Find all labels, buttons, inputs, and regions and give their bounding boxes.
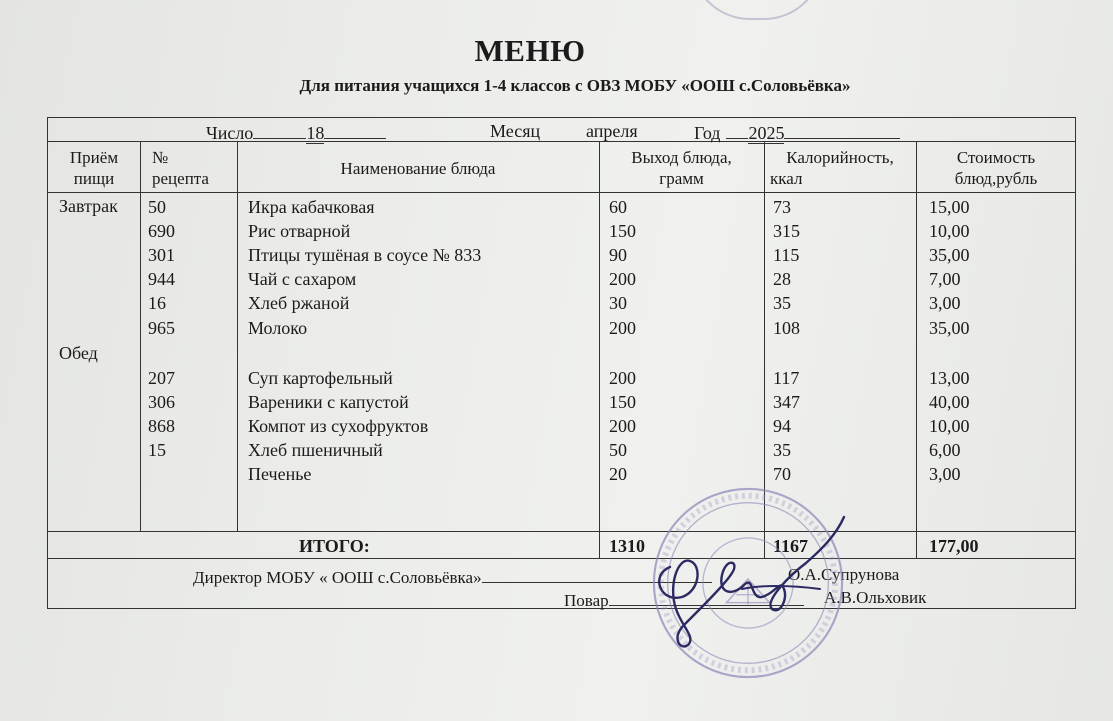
- recipe-cell: 965: [148, 318, 175, 338]
- month-label: Месяц: [490, 121, 541, 141]
- header-cost-line1: Стоимость: [956, 148, 1036, 167]
- yield-cell: 200: [609, 318, 636, 338]
- dish-cell: Компот из сухофруктов: [248, 416, 429, 436]
- menu-table: [47, 117, 1076, 609]
- yield-cell: 150: [609, 221, 636, 241]
- dish-cell: Печенье: [248, 464, 312, 484]
- recipe-cell: 16: [148, 293, 166, 313]
- stamp-fragment: [690, 0, 824, 20]
- dish-cell: Вареники с капустой: [248, 392, 409, 412]
- yield-cell: 200: [609, 416, 636, 436]
- calories-cell: 28: [773, 269, 791, 289]
- cost-cell: 10,00: [929, 221, 970, 241]
- header-recipe: [152, 147, 236, 189]
- recipe-cell: 868: [148, 416, 175, 436]
- header-meal-line2: пищи: [73, 169, 115, 188]
- calories-cell: 315: [773, 221, 800, 241]
- yield-cell: 60: [609, 197, 627, 217]
- total-bottom-divider: [47, 558, 1076, 559]
- header-bottom-divider: [47, 192, 1076, 193]
- header-divider: [47, 141, 1076, 142]
- recipe-cell: 207: [148, 368, 175, 388]
- yield-cell: 150: [609, 392, 636, 412]
- header-calories-line2: ккал: [770, 169, 803, 188]
- recipe-cell: 944: [148, 269, 175, 289]
- dish-cell: Хлеб пшеничный: [248, 440, 383, 460]
- total-label: ИТОГО:: [299, 536, 370, 556]
- header-cost: [916, 147, 1076, 189]
- dish-cell: Хлеб ржаной: [248, 293, 350, 313]
- year-field: [694, 120, 900, 144]
- cost-cell: 7,00: [929, 269, 961, 289]
- dish-cell: Рис отварной: [248, 221, 351, 241]
- year-value: 2025: [748, 123, 785, 143]
- dish-cell: Молоко: [248, 318, 308, 338]
- yield-cell: 200: [609, 368, 636, 388]
- cook-name: А.В.Ольховик: [824, 588, 927, 607]
- cook-label: Повар: [564, 591, 609, 610]
- dish-cell: Суп картофельный: [248, 368, 393, 388]
- day-blank-after: [324, 120, 386, 139]
- total-yield: 1310: [609, 536, 645, 556]
- calories-cell: 117: [773, 368, 800, 388]
- calories-cell: 115: [773, 245, 800, 265]
- calories-cell: 35: [773, 293, 791, 313]
- header-yield-line2: грамм: [659, 169, 704, 188]
- cost-cell: 3,00: [929, 293, 961, 313]
- recipe-cell: 50: [148, 197, 166, 217]
- month-value: апреля: [586, 121, 638, 141]
- cost-cell: 13,00: [929, 368, 970, 388]
- header-recipe-line2: рецепта: [152, 169, 209, 188]
- dish-cell: Икра кабачковая: [248, 197, 375, 217]
- recipe-cell: 306: [148, 392, 175, 412]
- cost-cell: 3,00: [929, 464, 961, 484]
- director-name: О.А.Супрунова: [788, 565, 900, 584]
- day-blank-before: [253, 120, 306, 139]
- header-meal-line1: Приём: [69, 148, 119, 167]
- total-calories: 1167: [773, 536, 809, 556]
- yield-cell: 20: [609, 464, 627, 484]
- header-calories: [764, 147, 916, 189]
- calories-cell: 35: [773, 440, 791, 460]
- header-dish: Наименование блюда: [340, 159, 496, 178]
- header-recipe-line1: №: [152, 148, 169, 167]
- year-blank-after: [784, 120, 900, 139]
- date-row: [206, 120, 386, 144]
- cost-cell: 40,00: [929, 392, 970, 412]
- recipe-cell: 690: [148, 221, 175, 241]
- header-yield-line1: Выход блюда,: [631, 148, 732, 167]
- recipe-cell: 15: [148, 440, 166, 460]
- header-meal: [50, 147, 138, 189]
- calories-cell: 70: [773, 464, 791, 484]
- header-cost-line2: блюд,рубль: [954, 169, 1038, 188]
- cost-cell: 15,00: [929, 197, 970, 217]
- director-signature: [630, 505, 860, 655]
- page-subtitle: Для питания учащихся 1-4 классов с ОВЗ МОБУ «ООШ с.Соловьёвка»: [299, 76, 851, 95]
- year-blank-before: [726, 120, 748, 139]
- calories-cell: 94: [773, 416, 791, 436]
- meal-lunch: Обед: [59, 343, 98, 363]
- total-cost: 177,00: [929, 536, 979, 556]
- header-yield: [599, 147, 764, 189]
- page-title: МЕНЮ: [474, 33, 586, 68]
- yield-cell: 200: [609, 269, 636, 289]
- year-label: Год: [694, 123, 721, 143]
- yield-cell: 30: [609, 293, 627, 313]
- yield-cell: 90: [609, 245, 627, 265]
- recipe-cell: 301: [148, 245, 175, 265]
- meal-breakfast: Завтрак: [59, 196, 118, 216]
- calories-cell: 73: [773, 197, 791, 217]
- col-divider-kcal: [916, 141, 917, 559]
- cost-cell: 35,00: [929, 318, 970, 338]
- calories-cell: 108: [773, 318, 800, 338]
- cost-cell: 35,00: [929, 245, 970, 265]
- dish-cell: Чай с сахаром: [248, 269, 357, 289]
- dish-cell: Птицы тушёная в соусе № 833: [248, 245, 482, 265]
- cost-cell: 10,00: [929, 416, 970, 436]
- total-top-divider: [47, 531, 1076, 532]
- col-divider-dish: [599, 141, 600, 559]
- day-value: 18: [306, 123, 325, 143]
- col-divider-recipe: [237, 141, 238, 532]
- day-label: Число: [206, 123, 254, 143]
- cost-cell: 6,00: [929, 440, 961, 460]
- yield-cell: 50: [609, 440, 627, 460]
- calories-cell: 347: [773, 392, 800, 412]
- header-calories-line1: Калорийность,: [786, 148, 894, 167]
- col-divider-meal: [140, 141, 141, 532]
- director-label: Директор МОБУ « ООШ с.Соловьёвка»: [193, 568, 482, 587]
